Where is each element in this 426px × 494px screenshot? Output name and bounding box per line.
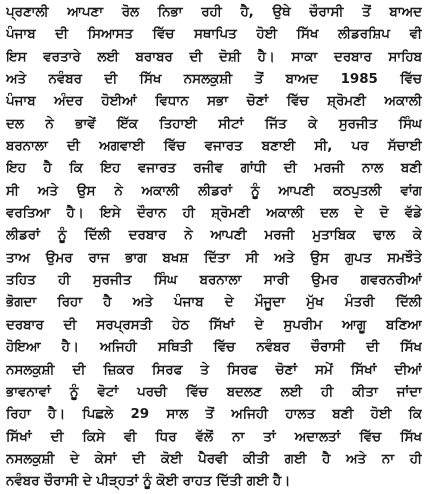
text-line: ਭੋਗਦਾ ਰਿਹਾ ਹੈ ਅਤੇ ਪੰਜਾਬ ਦੇ ਮੌਜੂਦਾ ਮੁੱਖ ਮੰਤਰੀ ਦਿੱਲੀ <box>6 295 422 311</box>
text-line: ਪੰਜਾਬ ਦੀ ਸਿਆਸਤ ਵਿੱਚ ਸਥਾਪਿਤ ਹੋਈ ਸਿੱਖ ਲੀਡਰਸ਼ਿਪ ਵੀ <box>6 27 422 43</box>
text-line: ਨਵੰਬਰ ਚੌਰਾਸੀ ਦੇ ਪੀੜ੍ਹਤਾਂ ਨੂੰ ਕੋਈ ਰਾਹਤ ਦਿੱਤੀ ਗਈ ਹੈ। <box>6 474 291 490</box>
text-line: ਤਾਅ ਉਮਰ ਰਾਜ ਭਾਗ ਬਖਸ਼ ਦਿੱਤਾ ਸੀ ਅਤੇ ਉਸ ਗੁਪਤ ਸਮਝੌਤੇ <box>6 250 422 266</box>
text-line: ਹੋਇਆ ਹੈ। ਅਜਿਹੀ ਸਥਿਤੀ ਵਿੱਚ ਨਵੰਬਰ ਚੌਰਾਸੀ ਦੀ ਸਿੱਖ <box>6 340 422 356</box>
text-line: ਦਲ ਨੇ ਭਾਵੇਂ ਇੱਕ ਤਿਹਾਈ ਸੀਟਾਂ ਜਿੱਤ ਕੇ ਸੁਰਜੀਤ ਸਿੰਘ <box>6 116 422 132</box>
text-line: ਤਹਿਤ ਹੀ ਸੁਰਜੀਤ ਸਿੰਘ ਬਰਨਾਲਾ ਸਾਰੀ ਉਮਰ ਗਵਰਨਰੀਆਂ <box>6 273 422 289</box>
text-line: ਅਤੇ ਨਵੰਬਰ ਦੀ ਸਿੱਖ ਨਸਲਕੁਸ਼ੀ ਤੋਂ ਬਾਅਦ 1985 ਵਿੱਚ <box>6 72 422 88</box>
text-line: ਨਸਲਕੁਸ਼ੀ ਦੀ ਜ਼ਿਕਰ ਸਿਰਫ ਤੇ ਸਿਰਫ ਚੋਣਾਂ ਸਮੇਂ ਸਿੱਖਾਂ ਦੀਆਂ <box>6 362 422 378</box>
text-line: ਰਿਹਾ ਹੈ। ਪਿਛਲੇ 29 ਸਾਲ ਤੋਂ ਅਜਿਹੀ ਹਾਲਤ ਬਣੀ ਹੋਈ ਕਿ <box>6 407 422 423</box>
article-text <box>6 2 422 494</box>
text-line: ਭਾਵਨਾਵਾਂ ਨੂੰ ਵੋਟਾਂ ਪਰਚੀ ਵਿੱਚ ਬਦਲਣ ਲਈ ਹੀ ਕੀਤਾ ਜਾਂਦਾ <box>6 384 422 400</box>
text-line: ਦਰਬਾਰ ਦੀ ਸਰਪ੍ਰਸਤੀ ਹੇਠ ਸਿੱਖਾਂ ਦੇ ਸੁਪਰੀਮ ਆਗੂ ਬਣਿਆ <box>6 317 422 333</box>
text-line: ਬਰਨਾਲਾ ਦੀ ਅਗਵਾਈ ਵਿੱਚ ਵਜਾਰਤ ਬਣਾਈ ਸੀ, ਪਰ ਸੱਚਾਈ <box>6 139 422 155</box>
text-line: ਸੀ ਅਤੇ ਉਸ ਨੇ ਅਕਾਲੀ ਲੀਡਰਾਂ ਨੂੰ ਆਪਣੀ ਕਠਪੁਤਲੀ ਵਾਂਗ <box>6 183 422 199</box>
text-line: ਪ੍ਰਣਾਲੀ ਆਪਣਾ ਰੋਲ ਨਿਭਾ ਰਹੀ ਹੈ, ਉਥੇ ਚੌਰਾਸੀ ਤੋਂ ਬਾਅਦ <box>6 5 422 20</box>
text-line: ਪੰਜਾਬ ਅੰਦਰ ਹੋਈਆਂ ਵਿਧਾਨ ਸਭਾ ਚੋਣਾਂ ਵਿੱਚ ਸ਼੍ਰੋਮਣੀ ਅਕਾਲੀ <box>6 94 422 110</box>
text-line: ਸਿੱਖਾਂ ਦੀ ਕਿਸੇ ਵੀ ਧਿਰ ਵੱਲੋਂ ਨਾ ਤਾਂ ਅਦਾਲਤਾਂ ਵਿੱਚ ਸਿੱਖ <box>6 429 422 445</box>
text-line: ਇਹ ਹੈ ਕਿ ਇਹ ਵਜਾਰਤ ਰਜੀਵ ਗਾਂਧੀ ਦੀ ਮਰਜੀ ਨਾਲ ਬਣੀ <box>6 161 422 177</box>
text-line: ਨਸਲਕੁਸ਼ੀ ਦੇ ਕੇਸਾਂ ਦੀ ਕੋਈ ਪੈਰਵੀ ਕੀਤੀ ਗਈ ਹੈ ਅਤੇ ਨਾ ਹੀ <box>6 451 422 467</box>
text-line: ਇਸ ਵਰਤਾਰੇ ਲਈ ਬਰਾਬਰ ਦੀ ਦੋਸ਼ੀ ਹੈ। ਸਾਕਾ ਦਰਬਾਰ ਸਾਹਿਬ <box>6 49 422 65</box>
text-line: ਵਰਤਿਆ ਹੈ। ਇਸੇ ਦੌਰਾਨ ਹੀ ਸ਼੍ਰੋਮਣੀ ਅਕਾਲੀ ਦਲ ਦੇ ਦੋ ਵੱਡੇ <box>6 206 422 222</box>
text-line: ਲੀਡਰਾਂ ਨੂੰ ਦਿੱਲੀ ਦਰਬਾਰ ਨੇ ਆਪਣੀ ਮਰਜੀ ਮੁਤਾਬਿਕ ਢਾਲ ਕੇ <box>6 228 422 244</box>
